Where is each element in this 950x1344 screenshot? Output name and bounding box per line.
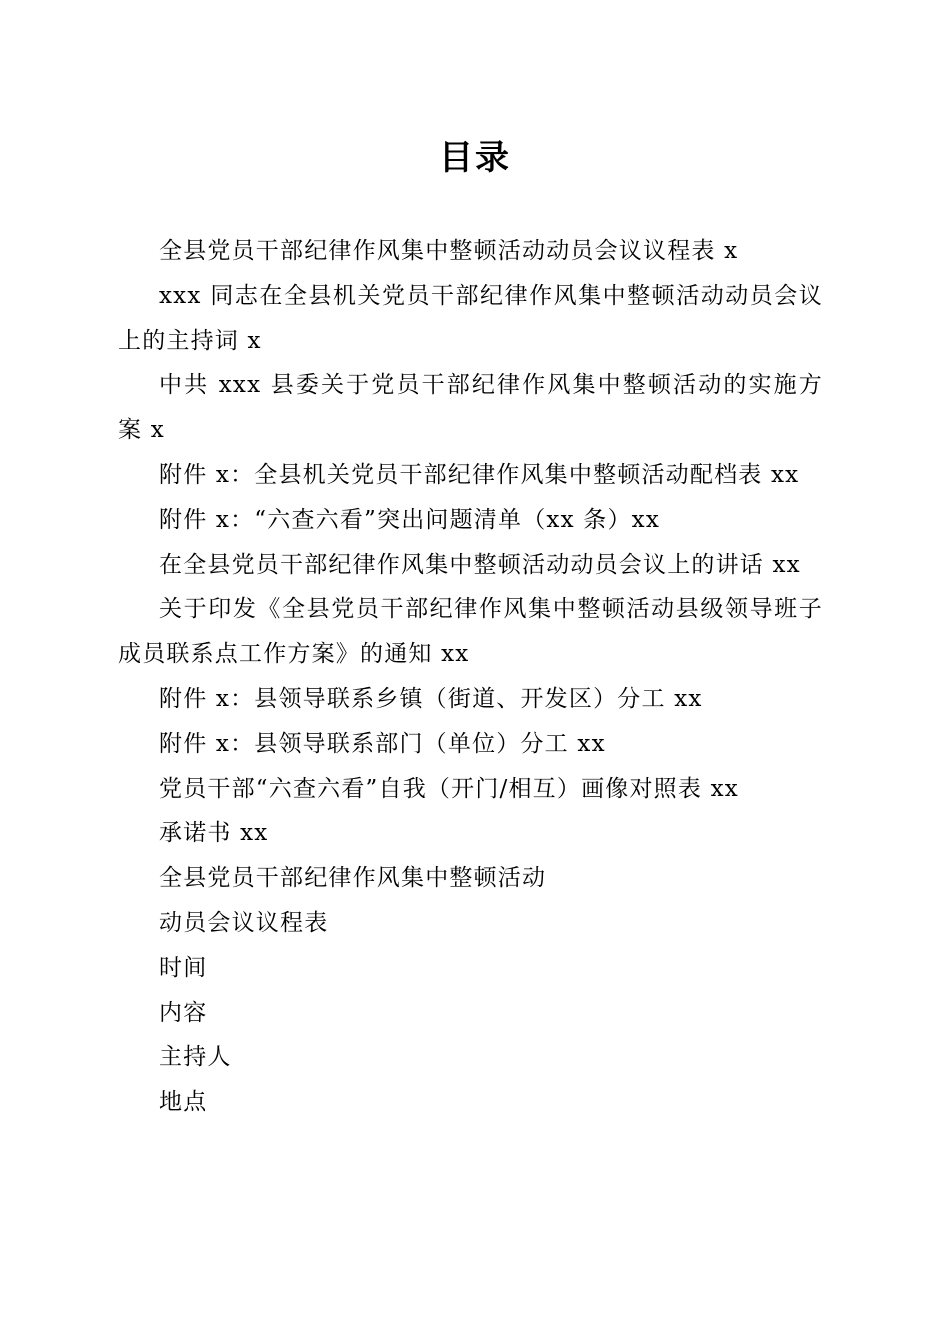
toc-entry: 在全县党员干部纪律作风集中整顿活动动员会议上的讲话 xx <box>159 551 801 578</box>
agenda-title-line: 全县党员干部纪律作风集中整顿活动 <box>159 865 547 892</box>
agenda-field-label: 时间 <box>159 954 208 981</box>
toc-entry: 全县党员干部纪律作风集中整顿活动动员会议议程表 x <box>159 238 739 264</box>
toc-entry: 附件 x：县领导联系部门（单位）分工 xx <box>159 730 606 757</box>
toc-entry: 关于印发《全县党员干部纪律作风集中整顿活动县级领导班子成员联系点工作方案》的通知 xx <box>118 596 823 668</box>
toc-entry: 附件 x：县领导联系乡镇（街道、开发区）分工 xx <box>159 685 703 712</box>
toc-entry: 中共 xxx 县委关于党员干部纪律作风集中整顿活动的实施方案 x <box>118 372 823 444</box>
agenda-field-label: 地点 <box>159 1089 208 1116</box>
toc-entry: 承诺书 xx <box>159 820 269 847</box>
page-title: 目录 <box>439 138 511 178</box>
toc-entry: 附件 x：全县机关党员干部纪律作风集中整顿活动配档表 xx <box>159 461 800 488</box>
toc-entry: 附件 x：“六查六看”突出问题清单（xx 条）xx <box>159 506 660 533</box>
agenda-title-line: 动员会议议程表 <box>159 909 329 936</box>
toc-entry: 党员干部“六查六看”自我（开门/相互）画像对照表 xx <box>159 775 739 802</box>
agenda-field-label: 内容 <box>159 999 208 1026</box>
agenda-field-label: 主持人 <box>159 1044 232 1071</box>
toc-entry: xxx 同志在全县机关党员干部纪律作风集中整顿活动动员会议上的主持词 x <box>118 282 823 354</box>
table-of-contents <box>118 229 823 1125</box>
